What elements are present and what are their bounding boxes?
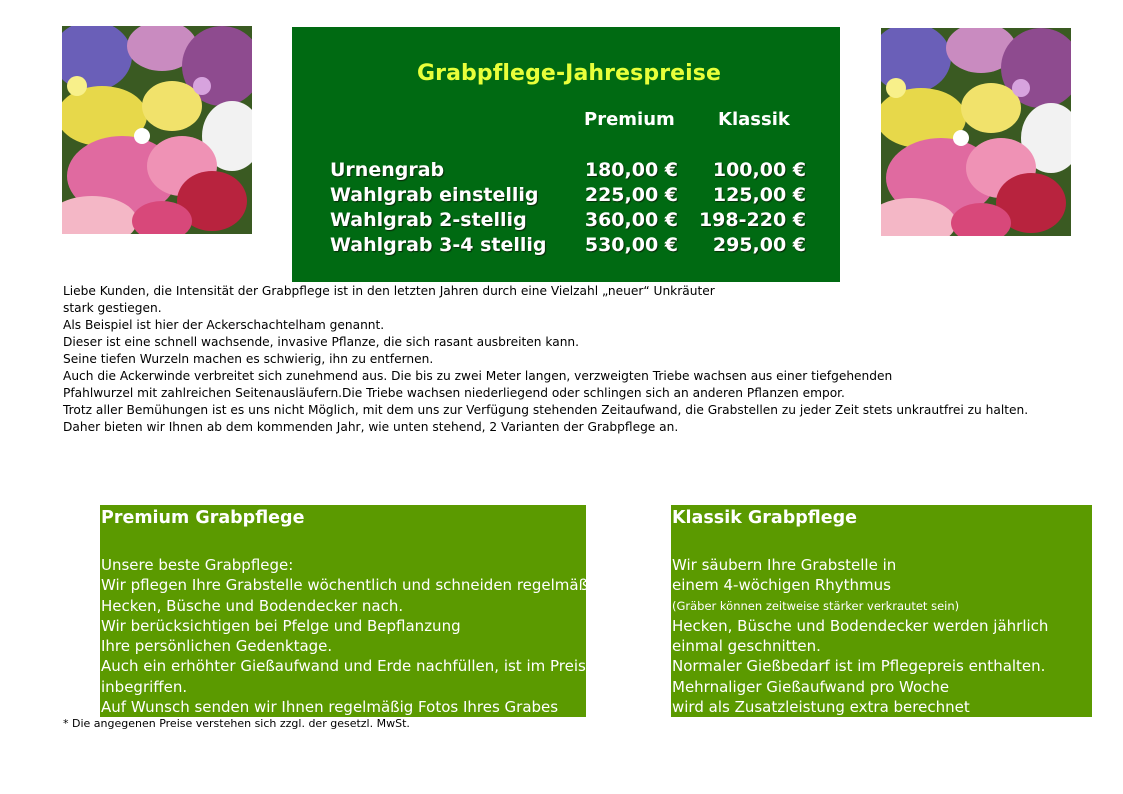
premium-package-title: Premium Grabpflege bbox=[101, 508, 305, 528]
price-row bbox=[330, 209, 810, 234]
intro-line: Liebe Kunden, die Intensität der Grabpflege ist in den letzten Jahren durch eine Vielzahl „neuer“ Unkräuter bbox=[63, 284, 715, 298]
klassik-package-title: Klassik Grabpflege bbox=[672, 508, 858, 528]
premium-package-description bbox=[101, 555, 602, 717]
price-row bbox=[330, 184, 810, 209]
vat-footnote: * Die angegenen Preise verstehen sich zzgl. der gesetzl. MwSt. bbox=[63, 717, 410, 730]
column-header-premium: Premium bbox=[584, 109, 675, 130]
intro-line: Auch die Ackerwinde verbreitet sich zunehmend aus. Die bis zu zwei Meter langen, verzweigten Triebe wachsen aus einer tiefgehenden bbox=[63, 369, 893, 383]
package-line: Wir säubern Ihre Grabstelle in bbox=[672, 556, 897, 574]
klassik-price: 100,00 € bbox=[712, 159, 806, 181]
intro-line: Dieser ist eine schnell wachsende, invasive Pflanze, die sich rasant ausbreiten kann. bbox=[63, 335, 580, 349]
price-table-box bbox=[292, 27, 840, 282]
package-line: Unsere beste Grabpflege: bbox=[101, 556, 294, 574]
klassik-package-description bbox=[672, 555, 1048, 717]
klassik-price: 198-220 € bbox=[698, 209, 806, 231]
package-line: Hecken, Büsche und Bodendecker werden jährlich bbox=[672, 616, 1049, 635]
premium-price: 225,00 € bbox=[584, 184, 678, 206]
package-line: wird als Zusatzleistung extra berechnet bbox=[672, 698, 970, 717]
intro-line: Als Beispiel ist hier der Ackerschachtelham genannt. bbox=[63, 318, 385, 332]
package-line: einem 4-wöchigen Rhythmus bbox=[672, 576, 891, 595]
intro-line: Daher bieten wir Ihnen ab dem kommenden Jahr, wie unten stehend, 2 Varianten der Grabpflege an. bbox=[63, 420, 679, 434]
flower-bed-image-right bbox=[881, 28, 1071, 236]
column-header-klassik: Klassik bbox=[718, 109, 790, 130]
package-line: Ihre persönlichen Gedenktage. bbox=[101, 637, 333, 656]
package-line: Auch ein erhöhter Gießaufwand und Erde nachfüllen, ist im Preis bbox=[101, 657, 586, 676]
intro-text bbox=[63, 283, 1053, 436]
grave-type-label: Wahlgrab einstellig bbox=[330, 184, 539, 206]
intro-line: Seine tiefen Wurzeln machen es schwierig, ihn zu entfernen. bbox=[63, 352, 434, 366]
flower-bed-image-left bbox=[62, 26, 252, 234]
klassik-price: 125,00 € bbox=[712, 184, 806, 206]
price-table-title: Grabpflege-Jahrespreise bbox=[417, 61, 722, 86]
intro-line: Pfahlwurzel mit zahlreichen Seitenausläufern.Die Triebe wachsen niederliegend oder schlingen sich an anderen Pflanzen empor. bbox=[63, 386, 845, 400]
premium-price: 530,00 € bbox=[584, 234, 678, 256]
package-line: Wir pflegen Ihre Grabstelle wöchentlich und schneiden regelmäßig bbox=[101, 576, 602, 595]
price-row bbox=[330, 159, 810, 184]
intro-line: stark gestiegen. bbox=[63, 301, 162, 315]
grave-type-label: Wahlgrab 2-stellig bbox=[330, 209, 527, 231]
price-row bbox=[330, 234, 810, 259]
intro-line: Trotz aller Bemühungen ist es uns nicht Möglich, mit dem uns zur Verfügung stehenden Zeitaufwand, die Grabstellen zu jeder Zeit stets unkrautfrei zu halten. bbox=[63, 403, 1029, 417]
premium-package-box bbox=[100, 505, 602, 717]
package-line: inbegriffen. bbox=[101, 677, 188, 696]
package-line: Normaler Gießbedarf ist im Pflegepreis enthalten. bbox=[672, 657, 1046, 676]
premium-price: 180,00 € bbox=[584, 159, 678, 181]
package-line: (Gräber können zeitweise stärker verkrautet sein) bbox=[672, 598, 960, 613]
premium-price: 360,00 € bbox=[584, 209, 678, 231]
package-line: einmal geschnitten. bbox=[672, 637, 821, 656]
klassik-price: 295,00 € bbox=[712, 234, 806, 256]
package-line: Hecken, Büsche und Bodendecker nach. bbox=[101, 596, 404, 615]
package-line: Mehrnaliger Gießaufwand pro Woche bbox=[672, 677, 950, 696]
grave-type-label: Wahlgrab 3-4 stellig bbox=[330, 234, 547, 256]
grave-type-label: Urnengrab bbox=[330, 159, 445, 181]
klassik-package-box bbox=[671, 505, 1092, 717]
package-line: Wir berücksichtigen bei Pfelge und Bepflanzung bbox=[101, 616, 461, 635]
package-line: Auf Wunsch senden wir Ihnen regelmäßig Fotos Ihres Grabes bbox=[101, 698, 559, 717]
